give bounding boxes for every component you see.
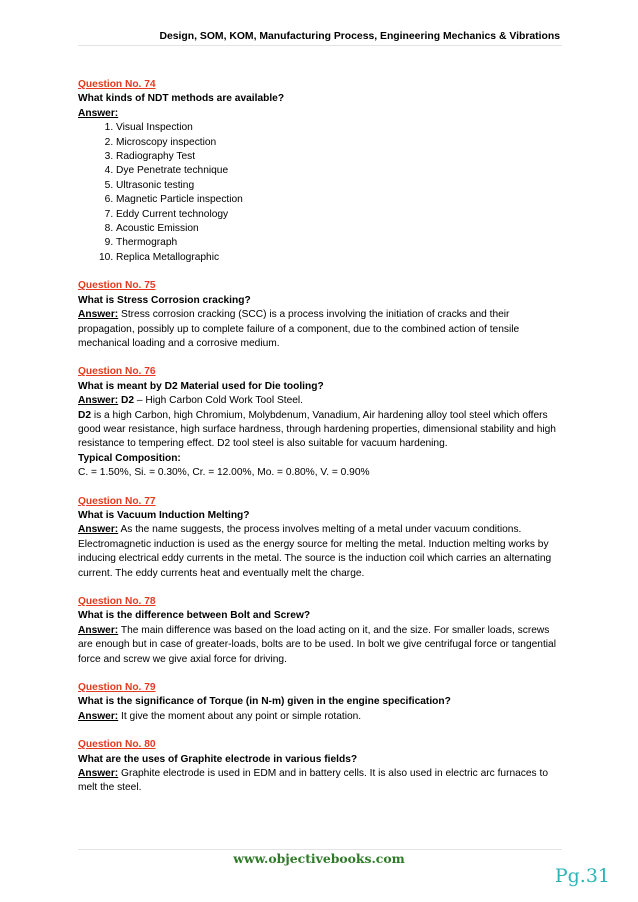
question-text: What is Stress Corrosion cracking? — [78, 294, 251, 306]
footer-divider — [78, 849, 562, 850]
answer-label: Answer: — [78, 524, 119, 536]
answer-bold-term: D2 — [118, 395, 135, 407]
question-text: What is meant by D2 Material used for Die tooling? — [78, 380, 324, 392]
d2-text: is a high Carbon, high Chromium, Molybdenum, Vanadium, Air hardening alloy tool steel which offers good wear resistance, high surface hardness, through hardening properties, dimensional stability and high resistance to tempering effect. D2 tool steel is also suitable for vacuum hardening. — [78, 409, 556, 450]
ndt-methods-list — [78, 121, 562, 265]
answer-paragraph — [78, 710, 562, 724]
answer-label: Answer: — [78, 309, 119, 321]
page-number: Pg.31 — [554, 865, 610, 887]
list-item: 7. Eddy Current technology — [116, 208, 562, 222]
answer-text: The main difference was based on the load acting on it, and the size. For smaller loads, screws are enough but in case of greater-loads, bolts are to be used. In bolt we give centrifugal force or tangential force and screw we give axial force for driving. — [78, 624, 556, 665]
answer-text: Stress corrosion cracking (SCC) is a process involving the initiation of cracks and their propagation, possibly up to complete failure of a component, due to the combined action of tensile mechanical loading and a corrosive medium. — [78, 309, 520, 349]
answer-label: Answer: — [78, 624, 119, 636]
answer-label: Answer: — [78, 710, 119, 722]
list-item: 8. Acoustic Emission — [116, 222, 562, 236]
answer-text: As the name suggests, the process involves melting of a metal under vacuum conditions. Electromagnetic induction is used as the energy source for melting the metal. Induction melting works by inducing electrical eddy currents in the metal. The source is the induction coil which carries an alternating current. The eddy currents heat and eventually melt the charge. — [78, 524, 552, 579]
question-text: What are the uses of Graphite electrode in various fields? — [78, 753, 358, 765]
question-text: What kinds of NDT methods are available? — [78, 93, 285, 105]
d2-description — [78, 409, 562, 452]
list-item: 3. Radiography Test — [116, 150, 562, 164]
footer-website: www.objectivebooks.com — [233, 851, 405, 866]
list-item: 2. Microscopy inspection — [116, 136, 562, 150]
list-item: 10. Replica Metallographic — [116, 251, 562, 265]
answer-text: – High Carbon Cold Work Tool Steel. — [134, 395, 303, 407]
question-number: Question No. 79 — [78, 682, 156, 694]
page-header: Design, SOM, KOM, Manufacturing Process, Engineering Mechanics & Vibrations — [159, 31, 560, 42]
answer-paragraph — [78, 767, 562, 796]
question-text: What is the difference between Bolt and Screw? — [78, 610, 311, 622]
answer-text: Graphite electrode is used in EDM and in battery cells. It is also used in electric arc furnaces to melt the steel. — [78, 768, 548, 794]
answer-paragraph — [78, 394, 562, 408]
list-item: 6. Magnetic Particle inspection — [116, 193, 562, 207]
answer-paragraph — [78, 523, 562, 581]
list-item: 1. Visual Inspection — [116, 121, 562, 135]
list-item: 9. Thermograph — [116, 236, 562, 250]
answer-label: Answer: — [78, 395, 119, 407]
d2-term: D2 — [78, 409, 92, 421]
composition-title: Typical Composition: — [78, 452, 181, 464]
question-number: Question No. 78 — [78, 596, 156, 607]
question-text: What is the significance of Torque (in N-m) given in the engine specification? — [78, 696, 451, 708]
answer-label: Answer: — [78, 768, 119, 780]
list-item: 5. Ultrasonic testing — [116, 179, 562, 193]
page-content — [78, 78, 562, 796]
answer-paragraph — [78, 308, 562, 351]
answer-paragraph — [78, 624, 562, 667]
question-text: What is Vacuum Induction Melting? — [78, 509, 250, 521]
header-divider — [78, 45, 562, 46]
composition-values: C. = 1.50%, Si. = 0.30%, Cr. = 12.00%, Mo. = 0.80%, V. = 0.90% — [78, 467, 370, 479]
question-number: Question No. 77 — [78, 495, 156, 507]
question-number: Question No. 80 — [78, 739, 156, 751]
question-number: Question No. 76 — [78, 366, 156, 378]
question-number: Question No. 75 — [78, 280, 156, 292]
list-item: 4. Dye Penetrate technique — [116, 164, 562, 178]
answer-label: Answer: — [78, 107, 119, 119]
answer-text: It give the moment about any point or simple rotation. — [118, 710, 362, 722]
question-number: Question No. 74 — [78, 79, 156, 90]
